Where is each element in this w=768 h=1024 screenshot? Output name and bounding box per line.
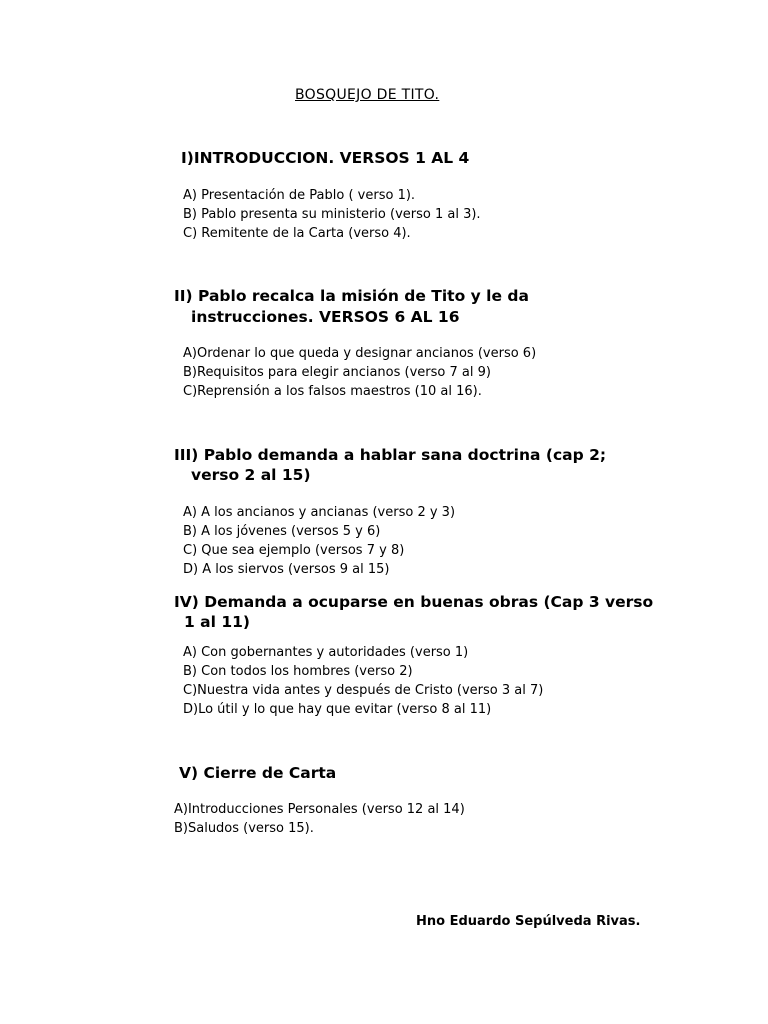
section-1-item-c: C) Remitente de la Carta (verso 4). bbox=[183, 226, 411, 241]
section-5-heading: V) Cierre de Carta bbox=[179, 764, 337, 782]
section-3-heading-line-2: verso 2 al 15) bbox=[191, 466, 311, 484]
section-1-item-a: A) Presentación de Pablo ( verso 1). bbox=[183, 188, 416, 203]
section-5-item-b: B)Saludos (verso 15). bbox=[174, 821, 314, 836]
section-1-item-b: B) Pablo presenta su ministerio (verso 1 al 3). bbox=[183, 207, 481, 222]
section-4-heading-line-2: 1 al 11) bbox=[184, 613, 251, 631]
section-4-item-a: A) Con gobernantes y autoridades (verso 1) bbox=[183, 645, 469, 660]
document-title: BOSQUEJO DE TITO. bbox=[295, 87, 440, 103]
section-1-heading: I)INTRODUCCION. VERSOS 1 AL 4 bbox=[181, 149, 470, 167]
section-4-item-d: D)Lo útil y lo que hay que evitar (verso 8 al 11) bbox=[183, 702, 492, 717]
section-3-item-a: A) A los ancianos y ancianas (verso 2 y 3) bbox=[183, 505, 456, 520]
section-2-heading-line-2: instrucciones. VERSOS 6 AL 16 bbox=[191, 308, 460, 326]
section-3-item-d: D) A los siervos (versos 9 al 15) bbox=[183, 562, 390, 577]
section-3-heading-line-1: III) Pablo demanda a hablar sana doctrina (cap 2; bbox=[174, 446, 607, 464]
signature: Hno Eduardo Sepúlveda Rivas. bbox=[416, 914, 641, 929]
section-3-item-b: B) A los jóvenes (versos 5 y 6) bbox=[183, 524, 381, 539]
section-3-item-c: C) Que sea ejemplo (versos 7 y 8) bbox=[183, 543, 405, 558]
section-2-item-b: B)Requisitos para elegir ancianos (verso 7 al 9) bbox=[183, 365, 491, 380]
section-2-item-c: C)Reprensión a los falsos maestros (10 al 16). bbox=[183, 384, 482, 399]
section-2-item-a: A)Ordenar lo que queda y designar ancianos (verso 6) bbox=[183, 346, 537, 361]
section-5-item-a: A)Introducciones Personales (verso 12 al 14) bbox=[174, 802, 465, 817]
section-2-heading-line-1: II) Pablo recalca la misión de Tito y le da bbox=[174, 287, 529, 305]
section-4-item-b: B) Con todos los hombres (verso 2) bbox=[183, 664, 413, 679]
section-4-heading-line-1: IV) Demanda a ocuparse en buenas obras (Cap 3 verso bbox=[174, 593, 654, 611]
section-4-item-c: C)Nuestra vida antes y después de Cristo (verso 3 al 7) bbox=[183, 683, 544, 698]
